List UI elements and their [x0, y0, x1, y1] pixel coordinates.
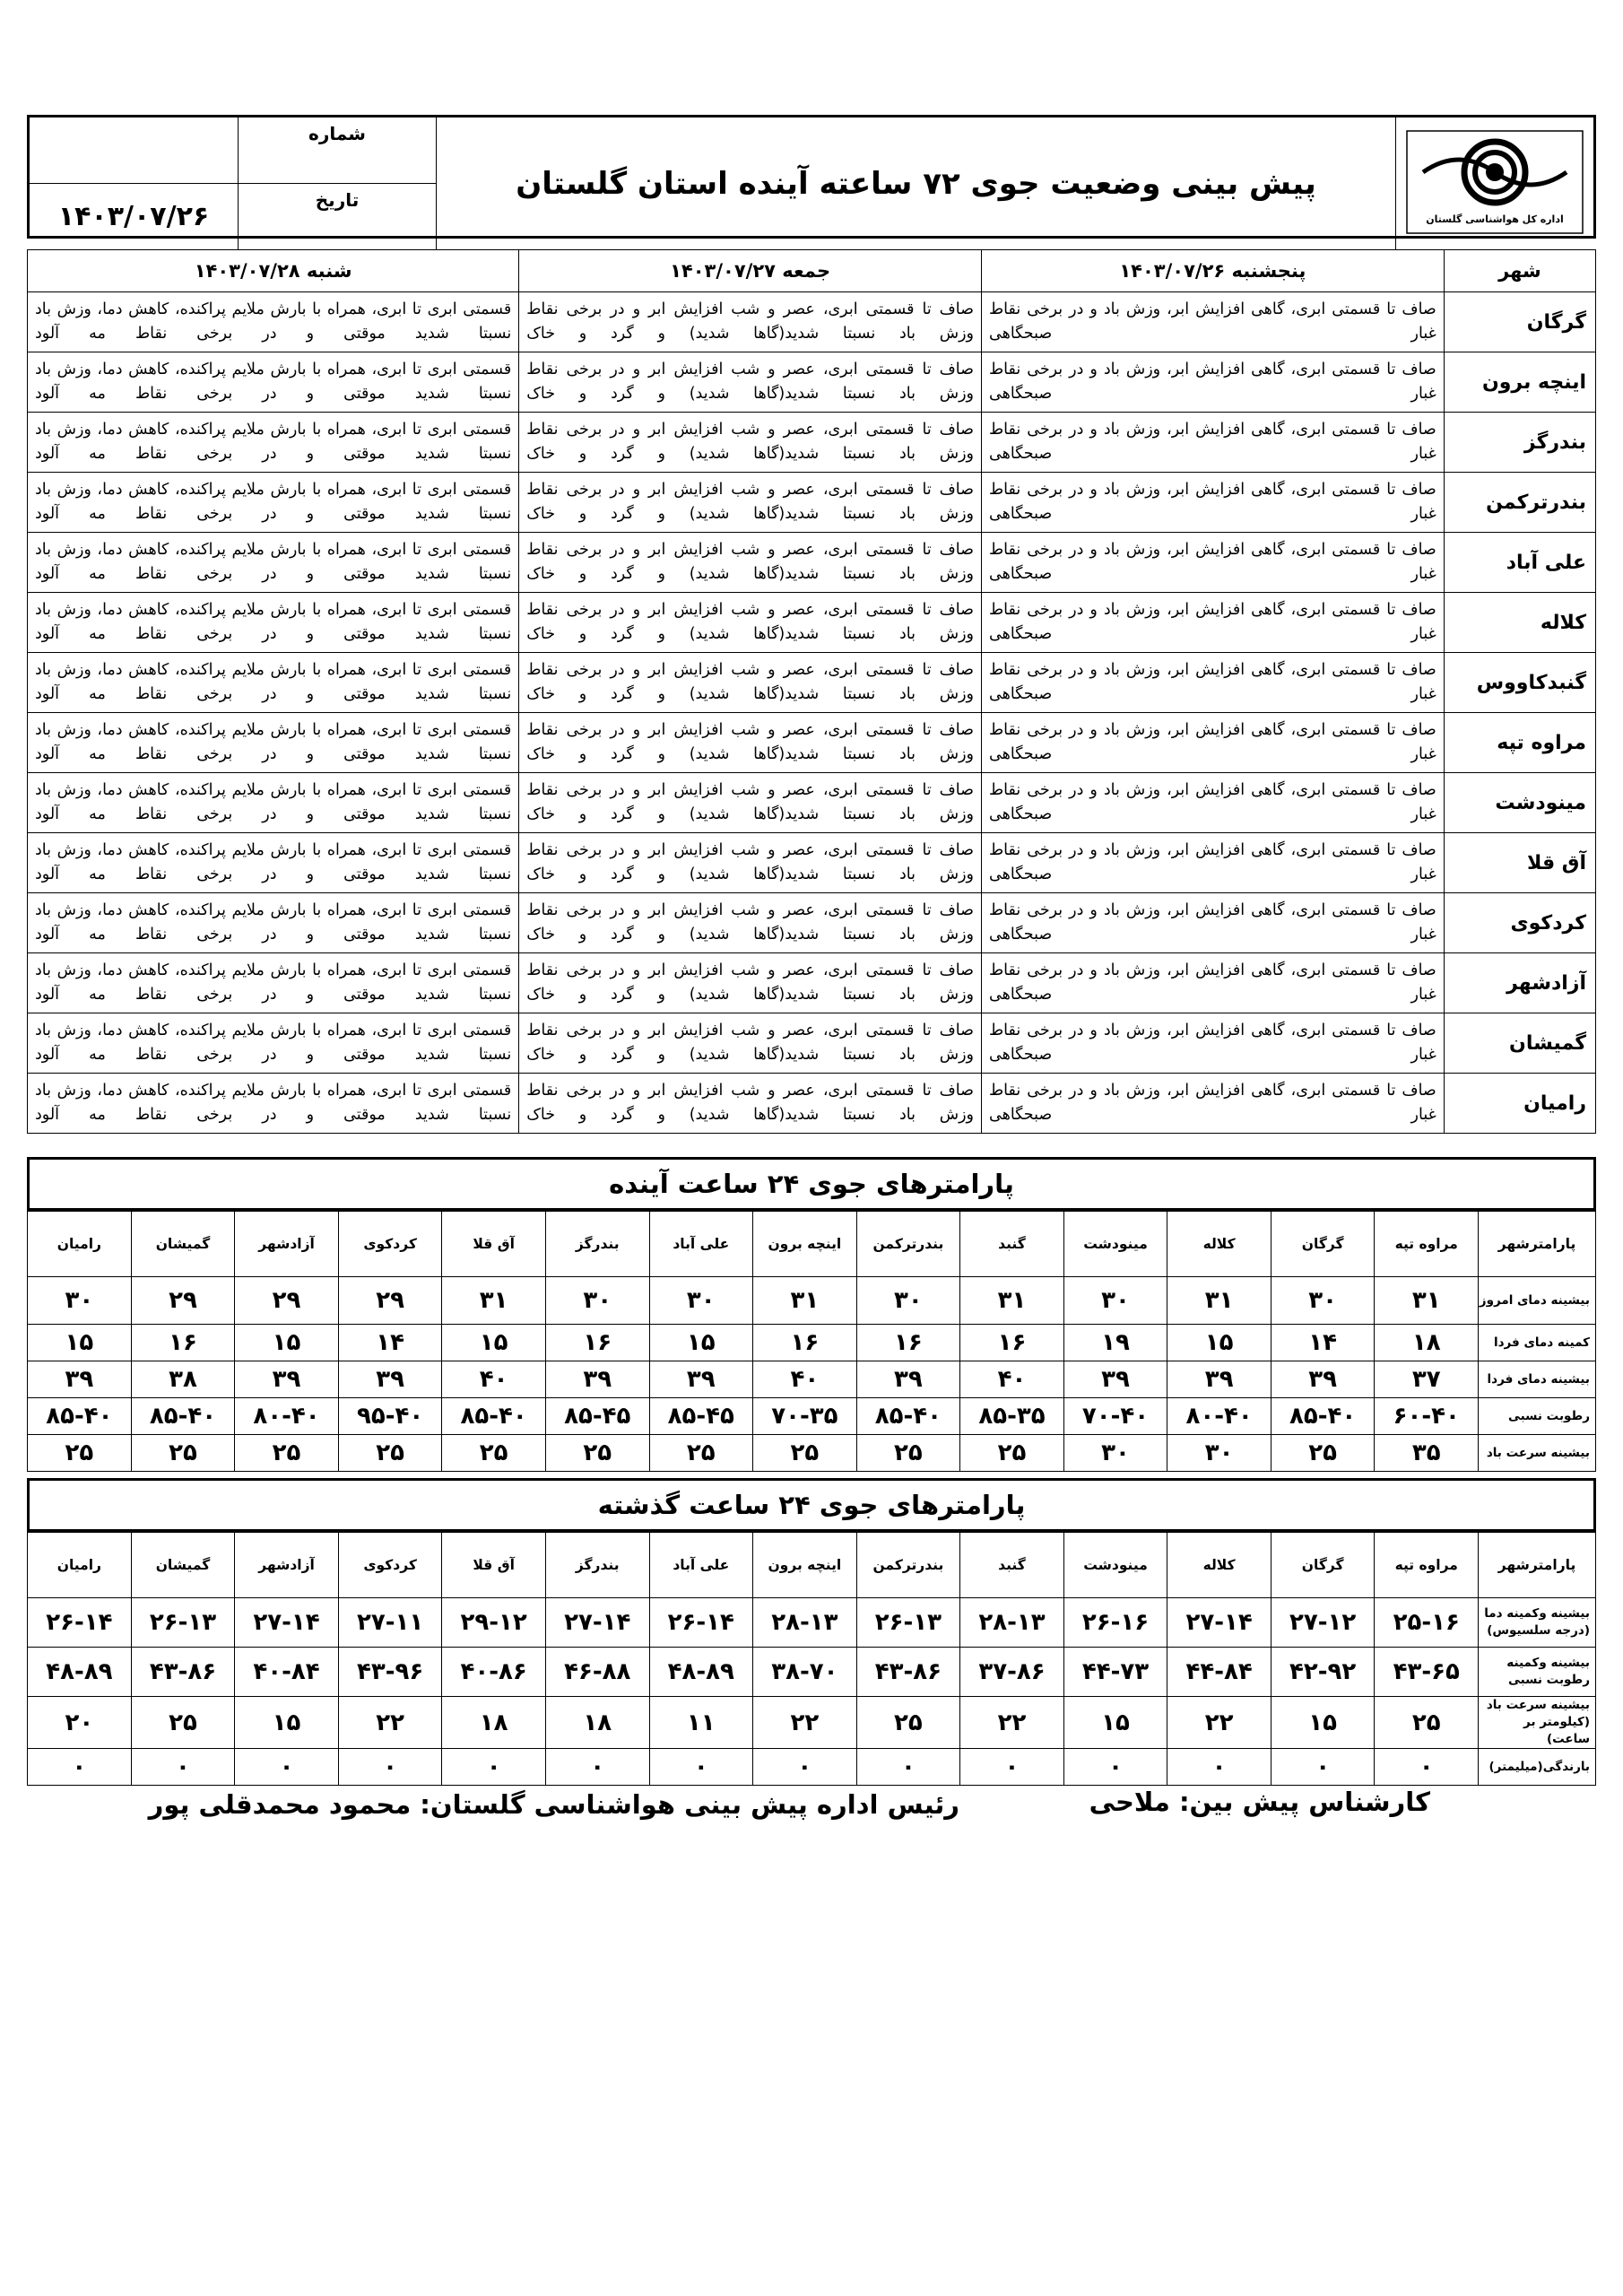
param-city-header: بندرترکمن — [856, 1533, 960, 1598]
forecast-section — [27, 249, 1596, 1152]
param-value: ۲۶-۱۴ — [649, 1598, 753, 1648]
forecast-day1-text: صاف تا قسمتی ابری، گاهی افزایش ابر، وزش باد و در برخی نقاط غبار صبحگاهی — [982, 893, 1445, 953]
param-value: ۳۵ — [1375, 1435, 1479, 1472]
forecast-day3-text: قسمتی ابری تا ابری، همراه با بارش ملایم پراکنده، کاهش دما، وزش باد نسبتا شدید موقتی و در برخی نقاط مه آلود — [28, 833, 519, 893]
param-value: ۸۵-۴۰ — [856, 1398, 960, 1435]
param-value: ۳۰ — [28, 1277, 132, 1325]
city-name: مراوه تپه — [1444, 713, 1595, 773]
past24-title-box — [27, 1478, 1596, 1532]
param-value: ۰ — [649, 1749, 753, 1786]
param-value: ۲۸-۱۳ — [960, 1598, 1064, 1648]
param-header-row — [28, 1533, 1596, 1598]
param-row-label: بیشینه وکمینه دما (درجه سلسیوس) — [1479, 1598, 1596, 1648]
forecast-day2-text: صاف تا قسمتی ابری، عصر و شب افزایش ابر و در برخی نقاط وزش باد نسبتا شدید(گاها شدید) و گرد و خاک — [519, 953, 982, 1013]
param-value: ۱۵ — [442, 1325, 546, 1361]
param-value: ۴۳-۸۶ — [856, 1648, 960, 1697]
param-value: ۳۸ — [131, 1361, 235, 1398]
city-name: آزادشهر — [1444, 953, 1595, 1013]
forecast-day2-text: صاف تا قسمتی ابری، عصر و شب افزایش ابر و در برخی نقاط وزش باد نسبتا شدید(گاها شدید) و گرد و خاک — [519, 473, 982, 533]
param-value: ۱۵ — [28, 1325, 132, 1361]
param-value: ۲۵ — [856, 1435, 960, 1472]
param-city-header: آزادشهر — [235, 1533, 339, 1598]
forecast-day1-text: صاف تا قسمتی ابری، گاهی افزایش ابر، وزش باد و در برخی نقاط غبار صبحگاهی — [982, 533, 1445, 593]
param-value: ۳۰ — [545, 1277, 649, 1325]
forecast-day3-text: قسمتی ابری تا ابری، همراه با بارش ملایم پراکنده، کاهش دما، وزش باد نسبتا شدید موقتی و در برخی نقاط مه آلود — [28, 533, 519, 593]
param-value: ۲۵ — [131, 1697, 235, 1749]
param-city-header: آق قلا — [442, 1212, 546, 1277]
date-label: تاریخ — [239, 184, 437, 250]
param-value: ۰ — [856, 1749, 960, 1786]
forecast-row — [28, 292, 1596, 352]
param-row — [28, 1598, 1596, 1648]
param-value: ۲۲ — [960, 1697, 1064, 1749]
city-name: گنبدکاووس — [1444, 653, 1595, 713]
param-value: ۱۴ — [1271, 1325, 1375, 1361]
param-value: ۳۹ — [649, 1361, 753, 1398]
past24-title: پارامترهای جوی ۲۴ ساعت گذشته — [597, 1490, 1026, 1520]
forecast-day3-text: قسمتی ابری تا ابری، همراه با بارش ملایم پراکنده، کاهش دما، وزش باد نسبتا شدید موقتی و در برخی نقاط مه آلود — [28, 953, 519, 1013]
param-value: ۱۸ — [545, 1697, 649, 1749]
param-city-header: علی آباد — [649, 1212, 753, 1277]
forecast-day3-text: قسمتی ابری تا ابری، همراه با بارش ملایم پراکنده، کاهش دما، وزش باد نسبتا شدید موقتی و در برخی نقاط مه آلود — [28, 352, 519, 413]
param-city-header: مینودشت — [1063, 1212, 1167, 1277]
param-value: ۷۰-۳۵ — [753, 1398, 857, 1435]
forecast-day1-text: صاف تا قسمتی ابری، گاهی افزایش ابر، وزش باد و در برخی نقاط غبار صبحگاهی — [982, 413, 1445, 473]
forecast-day1-text: صاف تا قسمتی ابری، گاهی افزایش ابر، وزش باد و در برخی نقاط غبار صبحگاهی — [982, 833, 1445, 893]
param-value: ۲۷-۱۴ — [1167, 1598, 1271, 1648]
param-value: ۲۵ — [753, 1435, 857, 1472]
forecast-row — [28, 593, 1596, 653]
param-value: ۴۰-۸۶ — [442, 1648, 546, 1697]
city-name: بندرگز — [1444, 413, 1595, 473]
param-value: ۳۰ — [856, 1277, 960, 1325]
param-value: ۴۰ — [960, 1361, 1064, 1398]
param-value: ۰ — [235, 1749, 339, 1786]
param-city-header: علی آباد — [649, 1533, 753, 1598]
forecast-day2-text: صاف تا قسمتی ابری، عصر و شب افزایش ابر و در برخی نقاط وزش باد نسبتا شدید(گاها شدید) و گرد و خاک — [519, 1013, 982, 1074]
param-value: ۰ — [753, 1749, 857, 1786]
param-value: ۸۰-۴۰ — [235, 1398, 339, 1435]
param-value: ۰ — [28, 1749, 132, 1786]
param-value: ۸۵-۴۰ — [131, 1398, 235, 1435]
param-value: ۱۹ — [1063, 1325, 1167, 1361]
next24-title-box — [27, 1157, 1596, 1211]
param-value: ۱۶ — [856, 1325, 960, 1361]
param-value: ۱۵ — [649, 1325, 753, 1361]
forecast-day3-text: قسمتی ابری تا ابری، همراه با بارش ملایم پراکنده، کاهش دما، وزش باد نسبتا شدید موقتی و در برخی نقاط مه آلود — [28, 593, 519, 653]
param-value: ۲۹-۱۲ — [442, 1598, 546, 1648]
param-value: ۲۹ — [235, 1277, 339, 1325]
forecast-day2-text: صاف تا قسمتی ابری، عصر و شب افزایش ابر و در برخی نقاط وزش باد نسبتا شدید(گاها شدید) و گرد و خاک — [519, 893, 982, 953]
param-city-header: گنبد — [960, 1212, 1064, 1277]
param-value: ۸۰-۴۰ — [1167, 1398, 1271, 1435]
chief-name: رئیس اداره پیش بینی هواشناسی گلستان: محمود محمدقلی پور — [148, 1789, 959, 1820]
forecast-row — [28, 1013, 1596, 1074]
forecast-day1-text: صاف تا قسمتی ابری، گاهی افزایش ابر، وزش باد و در برخی نقاط غبار صبحگاهی — [982, 1074, 1445, 1134]
param-value: ۸۵-۴۵ — [545, 1398, 649, 1435]
forecast-day2-text: صاف تا قسمتی ابری، عصر و شب افزایش ابر و در برخی نقاط وزش باد نسبتا شدید(گاها شدید) و گرد و خاک — [519, 1074, 982, 1134]
param-value: ۲۷-۱۴ — [235, 1598, 339, 1648]
param-value: ۸۵-۴۵ — [649, 1398, 753, 1435]
forecast-day2-text: صاف تا قسمتی ابری، عصر و شب افزایش ابر و در برخی نقاط وزش باد نسبتا شدید(گاها شدید) و گرد و خاک — [519, 593, 982, 653]
forecast-day3-text: قسمتی ابری تا ابری، همراه با بارش ملایم پراکنده، کاهش دما، وزش باد نسبتا شدید موقتی و در برخی نقاط مه آلود — [28, 473, 519, 533]
day-1-header: پنجشنبه ۱۴۰۳/۰۷/۲۶ — [982, 250, 1445, 292]
param-value: ۲۵ — [235, 1435, 339, 1472]
forecast-row — [28, 473, 1596, 533]
param-value: ۰ — [131, 1749, 235, 1786]
param-value: ۶۰-۴۰ — [1375, 1398, 1479, 1435]
param-value: ۲۵ — [442, 1435, 546, 1472]
param-value: ۱۱ — [649, 1697, 753, 1749]
param-value: ۱۸ — [1375, 1325, 1479, 1361]
city-header: شهر — [1444, 250, 1595, 292]
param-value: ۱۸ — [442, 1697, 546, 1749]
forecast-day2-text: صاف تا قسمتی ابری، عصر و شب افزایش ابر و در برخی نقاط وزش باد نسبتا شدید(گاها شدید) و گرد و خاک — [519, 533, 982, 593]
param-city-header: گرگان — [1271, 1533, 1375, 1598]
param-value: ۹۵-۴۰ — [338, 1398, 442, 1435]
param-value: ۸۵-۴۰ — [442, 1398, 546, 1435]
param-value: ۲۵ — [545, 1435, 649, 1472]
city-name: کردکوی — [1444, 893, 1595, 953]
forecast-row — [28, 893, 1596, 953]
param-value: ۲۶-۱۳ — [856, 1598, 960, 1648]
param-value: ۳۰ — [649, 1277, 753, 1325]
forecast-day2-text: صاف تا قسمتی ابری، عصر و شب افزایش ابر و در برخی نقاط وزش باد نسبتا شدید(گاها شدید) و گرد و خاک — [519, 773, 982, 833]
city-name: کلاله — [1444, 593, 1595, 653]
param-value: ۴۳-۹۶ — [338, 1648, 442, 1697]
forecast-day2-text: صاف تا قسمتی ابری، عصر و شب افزایش ابر و در برخی نقاط وزش باد نسبتا شدید(گاها شدید) و گرد و خاک — [519, 653, 982, 713]
param-city-header: آق قلا — [442, 1533, 546, 1598]
param-value: ۲۸-۱۳ — [753, 1598, 857, 1648]
param-value: ۳۰ — [1167, 1435, 1271, 1472]
param-value: ۲۷-۱۱ — [338, 1598, 442, 1648]
param-value: ۳۹ — [856, 1361, 960, 1398]
forecast-row — [28, 773, 1596, 833]
param-value: ۱۴ — [338, 1325, 442, 1361]
forecast-day1-text: صاف تا قسمتی ابری، گاهی افزایش ابر، وزش باد و در برخی نقاط غبار صبحگاهی — [982, 1013, 1445, 1074]
param-value: ۴۸-۸۹ — [28, 1648, 132, 1697]
param-value: ۴۰ — [753, 1361, 857, 1398]
param-value: ۳۱ — [1375, 1277, 1479, 1325]
forecast-day2-text: صاف تا قسمتی ابری، عصر و شب افزایش ابر و در برخی نقاط وزش باد نسبتا شدید(گاها شدید) و گرد و خاک — [519, 352, 982, 413]
param-row-label: بارندگی(میلیمتر) — [1479, 1749, 1596, 1786]
next24-title: پارامترهای جوی ۲۴ ساعت آینده — [609, 1169, 1014, 1199]
param-value: ۲۷-۱۲ — [1271, 1598, 1375, 1648]
param-value: ۲۹ — [131, 1277, 235, 1325]
param-value: ۲۹ — [338, 1277, 442, 1325]
param-value: ۳۱ — [753, 1277, 857, 1325]
forecast-day1-text: صاف تا قسمتی ابری، گاهی افزایش ابر، وزش باد و در برخی نقاط غبار صبحگاهی — [982, 352, 1445, 413]
page-title: پیش بینی وضعیت جوی ۷۲ ساعته آینده استان گلستان — [437, 117, 1396, 249]
param-city-header: اینچه برون — [753, 1212, 857, 1277]
param-city-header: آزادشهر — [235, 1212, 339, 1277]
param-value: ۴۲-۹۲ — [1271, 1648, 1375, 1697]
forecast-row — [28, 833, 1596, 893]
city-name: آق قلا — [1444, 833, 1595, 893]
param-value: ۲۶-۱۳ — [131, 1598, 235, 1648]
forecast-day3-text: قسمتی ابری تا ابری، همراه با بارش ملایم پراکنده، کاهش دما، وزش باد نسبتا شدید موقتی و در برخی نقاط مه آلود — [28, 1013, 519, 1074]
forecast-day2-text: صاف تا قسمتی ابری، عصر و شب افزایش ابر و در برخی نقاط وزش باد نسبتا شدید(گاها شدید) و گرد و خاک — [519, 413, 982, 473]
city-name: رامیان — [1444, 1074, 1595, 1134]
param-value: ۲۲ — [753, 1697, 857, 1749]
param-corner: پارامترشهر — [1479, 1533, 1596, 1598]
param-value: ۳۹ — [1063, 1361, 1167, 1398]
number-value — [30, 117, 239, 184]
forecast-day3-text: قسمتی ابری تا ابری، همراه با بارش ملایم پراکنده، کاهش دما، وزش باد نسبتا شدید موقتی و در برخی نقاط مه آلود — [28, 1074, 519, 1134]
param-city-header: کلاله — [1167, 1533, 1271, 1598]
forecast-day3-text: قسمتی ابری تا ابری، همراه با بارش ملایم پراکنده، کاهش دما، وزش باد نسبتا شدید موقتی و در برخی نقاط مه آلود — [28, 713, 519, 773]
param-city-header: مراوه تپه — [1375, 1212, 1479, 1277]
param-city-header: بندرگز — [545, 1533, 649, 1598]
param-value: ۴۴-۷۳ — [1063, 1648, 1167, 1697]
param-city-header: مراوه تپه — [1375, 1533, 1479, 1598]
param-value: ۳۱ — [1167, 1277, 1271, 1325]
number-label: شماره — [239, 117, 437, 184]
city-name: گمیشان — [1444, 1013, 1595, 1074]
param-value: ۳۹ — [28, 1361, 132, 1398]
param-value: ۳۸-۷۰ — [753, 1648, 857, 1697]
param-value: ۲۵ — [131, 1435, 235, 1472]
forecaster-name: کارشناس پیش بین: ملاحی — [1089, 1787, 1430, 1817]
param-row-label: بیشینه وکمینه رطوبت نسبی — [1479, 1648, 1596, 1697]
param-value: ۳۰ — [1063, 1277, 1167, 1325]
param-row — [28, 1277, 1596, 1325]
param-row-label: بیشینه دمای امروز — [1479, 1277, 1596, 1325]
next24-table — [27, 1211, 1596, 1471]
param-city-header: بندرگز — [545, 1212, 649, 1277]
param-value: ۰ — [1063, 1749, 1167, 1786]
param-value: ۴۰-۸۴ — [235, 1648, 339, 1697]
param-value: ۳۰ — [1063, 1435, 1167, 1472]
param-value: ۳۹ — [545, 1361, 649, 1398]
param-value: ۲۵ — [856, 1697, 960, 1749]
param-value: ۲۵ — [649, 1435, 753, 1472]
param-value: ۲۵-۱۶ — [1375, 1598, 1479, 1648]
param-value: ۲۵ — [338, 1435, 442, 1472]
day-2-header: جمعه ۱۴۰۳/۰۷/۲۷ — [519, 250, 982, 292]
forecast-day1-text: صاف تا قسمتی ابری، گاهی افزایش ابر، وزش باد و در برخی نقاط غبار صبحگاهی — [982, 773, 1445, 833]
param-row-label: بیشینه سرعت باد (کیلومتر بر ساعت) — [1479, 1697, 1596, 1749]
forecast-row — [28, 533, 1596, 593]
issue-date: ۱۴۰۳/۰۷/۲۶ — [30, 184, 239, 250]
forecast-day1-text: صاف تا قسمتی ابری، گاهی افزایش ابر، وزش باد و در برخی نقاط غبار صبحگاهی — [982, 593, 1445, 653]
param-value: ۱۵ — [1063, 1697, 1167, 1749]
forecast-row — [28, 713, 1596, 773]
param-value: ۱۶ — [545, 1325, 649, 1361]
param-row — [28, 1325, 1596, 1361]
param-value: ۱۵ — [1271, 1697, 1375, 1749]
forecast-day1-text: صاف تا قسمتی ابری، گاهی افزایش ابر، وزش باد و در برخی نقاط غبار صبحگاهی — [982, 713, 1445, 773]
param-value: ۱۵ — [235, 1325, 339, 1361]
forecast-row — [28, 1074, 1596, 1134]
param-row-label: رطوبت نسبی — [1479, 1398, 1596, 1435]
param-value: ۳۱ — [960, 1277, 1064, 1325]
param-city-header: اینچه برون — [753, 1533, 857, 1598]
param-city-header: رامیان — [28, 1533, 132, 1598]
forecast-day3-text: قسمتی ابری تا ابری، همراه با بارش ملایم پراکنده، کاهش دما، وزش باد نسبتا شدید موقتی و در برخی نقاط مه آلود — [28, 413, 519, 473]
param-value: ۰ — [545, 1749, 649, 1786]
city-name: اینچه برون — [1444, 352, 1595, 413]
param-value: ۳۰ — [1271, 1277, 1375, 1325]
param-value: ۲۵ — [28, 1435, 132, 1472]
param-value: ۲۵ — [1375, 1697, 1479, 1749]
param-value: ۳۱ — [442, 1277, 546, 1325]
param-row-label: کمینه دمای فردا — [1479, 1325, 1596, 1361]
param-city-header: رامیان — [28, 1212, 132, 1277]
param-city-header: گرگان — [1271, 1212, 1375, 1277]
day-3-header: شنبه ۱۴۰۳/۰۷/۲۸ — [28, 250, 519, 292]
param-value: ۲۲ — [338, 1697, 442, 1749]
param-value: ۳۹ — [235, 1361, 339, 1398]
param-city-header: گمیشان — [131, 1533, 235, 1598]
param-value: ۱۵ — [1167, 1325, 1271, 1361]
param-value: ۴۴-۸۴ — [1167, 1648, 1271, 1697]
logo — [1396, 117, 1594, 249]
param-city-header: کردکوی — [338, 1533, 442, 1598]
param-value: ۰ — [1375, 1749, 1479, 1786]
param-value: ۸۵-۴۰ — [1271, 1398, 1375, 1435]
param-value: ۲۶-۱۴ — [28, 1598, 132, 1648]
param-row-label: بیشینه سرعت باد — [1479, 1435, 1596, 1472]
param-row — [28, 1697, 1596, 1749]
forecast-day1-text: صاف تا قسمتی ابری، گاهی افزایش ابر، وزش باد و در برخی نقاط غبار صبحگاهی — [982, 473, 1445, 533]
param-value: ۳۹ — [338, 1361, 442, 1398]
param-corner: پارامترشهر — [1479, 1212, 1596, 1277]
forecast-day2-text: صاف تا قسمتی ابری، عصر و شب افزایش ابر و در برخی نقاط وزش باد نسبتا شدید(گاها شدید) و گرد و خاک — [519, 713, 982, 773]
param-value: ۳۷-۸۶ — [960, 1648, 1064, 1697]
meteorological-organization-logo — [1405, 129, 1584, 235]
param-value: ۴۸-۸۹ — [649, 1648, 753, 1697]
param-value: ۰ — [1271, 1749, 1375, 1786]
param-value: ۳۷ — [1375, 1361, 1479, 1398]
forecast-day2-text: صاف تا قسمتی ابری، عصر و شب افزایش ابر و در برخی نقاط وزش باد نسبتا شدید(گاها شدید) و گرد و خاک — [519, 833, 982, 893]
past24-table — [27, 1532, 1596, 1780]
param-city-header: کلاله — [1167, 1212, 1271, 1277]
header-box — [27, 115, 1596, 239]
param-value: ۰ — [1167, 1749, 1271, 1786]
param-value: ۴۶-۸۸ — [545, 1648, 649, 1697]
forecast-row — [28, 953, 1596, 1013]
param-row-label: بیشینه دمای فردا — [1479, 1361, 1596, 1398]
forecast-day3-text: قسمتی ابری تا ابری، همراه با بارش ملایم پراکنده، کاهش دما، وزش باد نسبتا شدید موقتی و در برخی نقاط مه آلود — [28, 893, 519, 953]
param-row — [28, 1398, 1596, 1435]
city-name: علی آباد — [1444, 533, 1595, 593]
param-value: ۳۹ — [1271, 1361, 1375, 1398]
param-city-header: مینودشت — [1063, 1533, 1167, 1598]
forecast-row — [28, 653, 1596, 713]
city-name: بندرترکمن — [1444, 473, 1595, 533]
param-city-header: کردکوی — [338, 1212, 442, 1277]
param-row — [28, 1361, 1596, 1398]
forecast-day1-text: صاف تا قسمتی ابری، گاهی افزایش ابر، وزش باد و در برخی نقاط غبار صبحگاهی — [982, 292, 1445, 352]
param-row — [28, 1435, 1596, 1472]
param-value: ۸۵-۳۵ — [960, 1398, 1064, 1435]
param-value: ۴۰ — [442, 1361, 546, 1398]
param-row — [28, 1648, 1596, 1697]
city-name: گرگان — [1444, 292, 1595, 352]
param-value: ۴۳-۶۵ — [1375, 1648, 1479, 1697]
param-value: ۱۶ — [753, 1325, 857, 1361]
param-value: ۲۰ — [28, 1697, 132, 1749]
param-value: ۴۳-۸۶ — [131, 1648, 235, 1697]
param-city-header: گمیشان — [131, 1212, 235, 1277]
city-name: مینودشت — [1444, 773, 1595, 833]
param-value: ۱۵ — [235, 1697, 339, 1749]
param-city-header: بندرترکمن — [856, 1212, 960, 1277]
param-city-header: گنبد — [960, 1533, 1064, 1598]
param-header-row — [28, 1212, 1596, 1277]
param-value: ۰ — [338, 1749, 442, 1786]
forecast-day1-text: صاف تا قسمتی ابری، گاهی افزایش ابر، وزش باد و در برخی نقاط غبار صبحگاهی — [982, 653, 1445, 713]
param-value: ۲۵ — [1271, 1435, 1375, 1472]
forecast-day3-text: قسمتی ابری تا ابری، همراه با بارش ملایم پراکنده، کاهش دما، وزش باد نسبتا شدید موقتی و در برخی نقاط مه آلود — [28, 292, 519, 352]
forecast-day3-text: قسمتی ابری تا ابری، همراه با بارش ملایم پراکنده، کاهش دما، وزش باد نسبتا شدید موقتی و در برخی نقاط مه آلود — [28, 653, 519, 713]
forecast-day2-text: صاف تا قسمتی ابری، عصر و شب افزایش ابر و در برخی نقاط وزش باد نسبتا شدید(گاها شدید) و گرد و خاک — [519, 292, 982, 352]
logo-caption: اداره کل هواشناسی گلستان — [1426, 213, 1564, 225]
param-value: ۳۹ — [1167, 1361, 1271, 1398]
param-value: ۱۶ — [960, 1325, 1064, 1361]
param-value: ۲۲ — [1167, 1697, 1271, 1749]
param-value: ۱۶ — [131, 1325, 235, 1361]
forecast-row — [28, 413, 1596, 473]
param-value: ۰ — [960, 1749, 1064, 1786]
param-value: ۰ — [442, 1749, 546, 1786]
param-value: ۸۵-۴۰ — [28, 1398, 132, 1435]
forecast-row — [28, 352, 1596, 413]
forecast-day1-text: صاف تا قسمتی ابری، گاهی افزایش ابر، وزش باد و در برخی نقاط غبار صبحگاهی — [982, 953, 1445, 1013]
param-value: ۷۰-۴۰ — [1063, 1398, 1167, 1435]
param-value: ۲۶-۱۶ — [1063, 1598, 1167, 1648]
param-row — [28, 1749, 1596, 1786]
forecast-day3-text: قسمتی ابری تا ابری، همراه با بارش ملایم پراکنده، کاهش دما، وزش باد نسبتا شدید موقتی و در برخی نقاط مه آلود — [28, 773, 519, 833]
param-value: ۲۷-۱۴ — [545, 1598, 649, 1648]
param-value: ۲۵ — [960, 1435, 1064, 1472]
